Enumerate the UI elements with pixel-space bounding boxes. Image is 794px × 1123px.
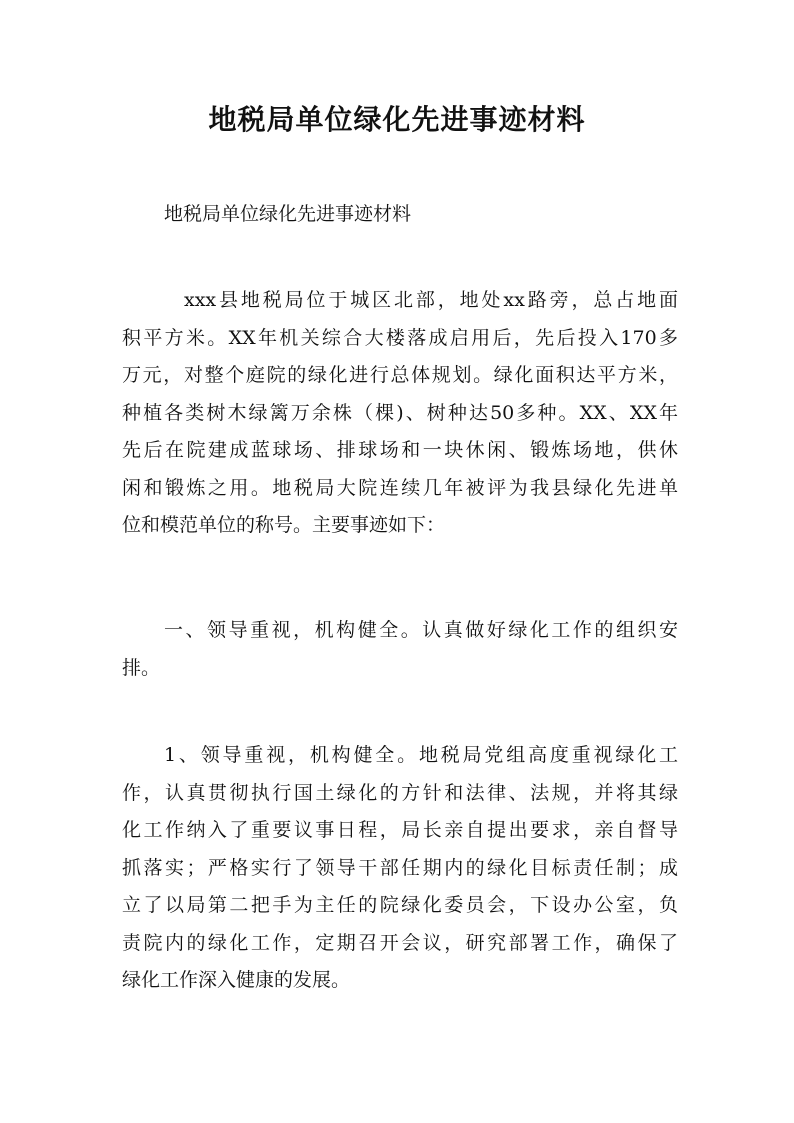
paragraph-line: 一、领导重视，机构健全。认真做好绿化工作的组织安 <box>164 619 678 641</box>
document-title: 地税局单位绿化先进事迹材料 <box>208 103 586 136</box>
paragraph-line: 绿化工作深入健康的发展。 <box>122 969 351 991</box>
paragraph-line: 化工作纳入了重要议事日程，局长亲自提出要求，亲自督导 <box>122 819 678 841</box>
paragraph-item-1 <box>122 737 678 1000</box>
paragraph-line: 万元，对整个庭院的绿化进行总体规划。绿化面积达平方米， <box>122 364 678 386</box>
paragraph-line: 作，认真贯彻执行国土绿化的方针和法律、法规，并将其绿 <box>122 781 678 804</box>
paragraph-line: 立了以局第二把手为主任的院绿化委员会，下设办公室，负 <box>122 894 678 916</box>
paragraph-line: 先后在院建成蓝球场、排球场和一块休闲、锻炼场地，供休 <box>122 439 678 461</box>
paragraph-line: 责院内的绿化工作，定期召开会议，研究部署工作，确保了 <box>122 931 678 954</box>
paragraph-section-heading <box>122 612 678 687</box>
paragraph-line: 种植各类树木绿篱万余株（棵)、树种达50多种。XX、XX年 <box>122 401 678 424</box>
paragraph-line: 1、领导重视，机构健全。地税局党组高度重视绿化工 <box>164 744 678 766</box>
paragraph-line: 位和模范单位的称号。主要事迹如下： <box>122 514 446 536</box>
document-subtitle: 地税局单位绿化先进事迹材料 <box>164 203 412 225</box>
paragraph-line: 抓落实；严格实行了领导干部任期内的绿化目标责任制；成 <box>122 856 678 879</box>
paragraph-line: 排。 <box>122 656 161 679</box>
paragraph-intro <box>122 282 678 545</box>
paragraph-line: 积平方米。XX年机关综合大楼落成启用后，先后投入170多 <box>122 326 678 349</box>
paragraph-line: 闲和锻炼之用。地税局大院连续几年被评为我县绿化先进单 <box>122 476 678 499</box>
paragraph-line: xxx县地税局位于城区北部，地处xx路旁，总占地面 <box>184 289 678 311</box>
